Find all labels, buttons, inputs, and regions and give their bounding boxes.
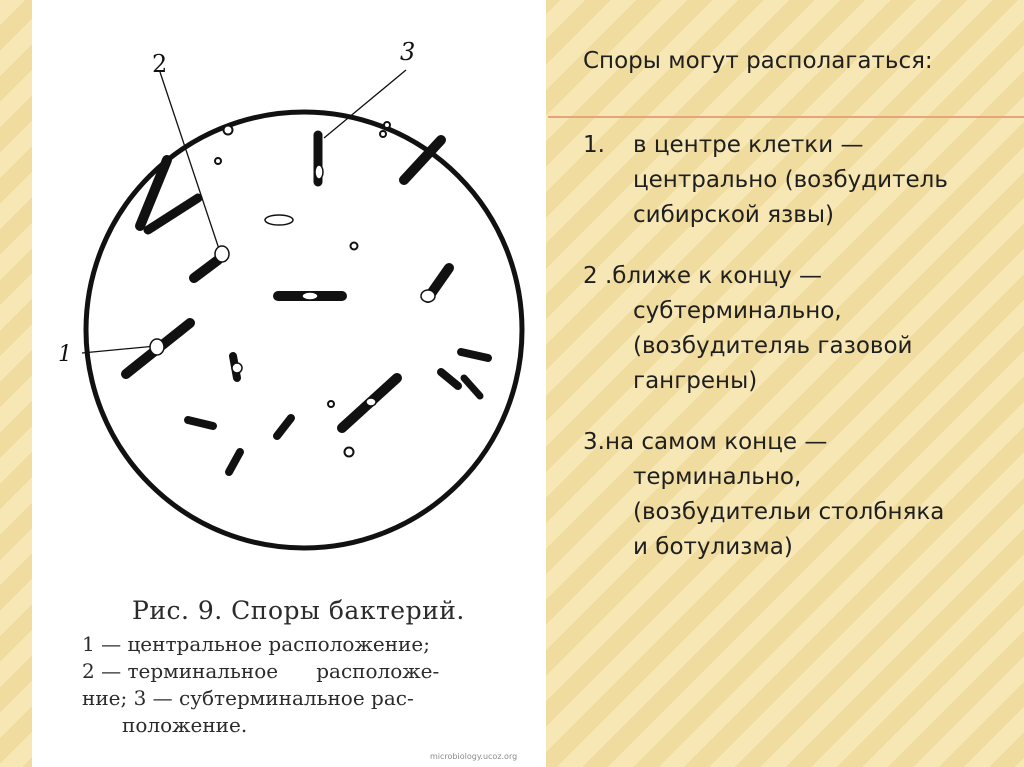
- item-line: субтерминально,: [633, 298, 842, 324]
- leader-line-1: [82, 346, 156, 353]
- rod: [277, 418, 291, 436]
- item-line: (возбудителяь газовой: [633, 333, 913, 359]
- item-line: терминально,: [633, 464, 802, 490]
- item-first-line: ближе к концу —: [612, 263, 823, 289]
- free-spore: [351, 243, 358, 250]
- slide-heading: Споры могут располагаться:: [583, 48, 933, 74]
- heading-divider: [548, 116, 1024, 118]
- rod: [229, 452, 240, 472]
- item-line: (возбудительи столбняка: [633, 499, 945, 525]
- figure-panel: [32, 0, 546, 767]
- item-number: 3.: [583, 429, 605, 455]
- text-panel: [583, 40, 1013, 74]
- spore-subterminal: [315, 165, 323, 179]
- spore-central: [150, 339, 164, 355]
- item-number: 1.: [583, 132, 605, 158]
- rod: [194, 260, 218, 278]
- spore-central: [366, 398, 376, 406]
- item-line: сибирской язвы): [633, 202, 834, 228]
- caption-line: ние; 3 — субтерминальное рас-: [82, 686, 414, 710]
- free-spore: [380, 131, 386, 137]
- figure-label-1: 1: [58, 342, 72, 367]
- list-item: [583, 425, 1013, 565]
- caption-line: положение.: [122, 713, 248, 737]
- item-line: гангрены): [633, 368, 758, 394]
- item-line: и ботулизма): [633, 534, 793, 560]
- spore-central: [302, 292, 318, 300]
- item-line: центрально (возбудитель: [633, 167, 948, 193]
- item-number: 2 .: [583, 263, 613, 289]
- source-watermark: microbiology.ucoz.org: [430, 752, 518, 761]
- rod: [148, 198, 198, 230]
- spore-diagram: [32, 0, 546, 600]
- leader-line-3: [324, 70, 406, 138]
- spore-terminal: [421, 290, 435, 302]
- free-spore: [215, 158, 221, 164]
- rod: [188, 420, 213, 426]
- list-item: [583, 128, 1013, 233]
- list-item: [583, 259, 1013, 399]
- field-of-view-circle: [86, 112, 522, 548]
- rod: [441, 372, 458, 386]
- spore-central: [274, 218, 284, 222]
- caption-line: 2 — терминальное расположе-: [82, 659, 440, 683]
- free-spore: [224, 126, 233, 135]
- free-spore: [328, 401, 334, 407]
- figure-label-3: 3: [400, 38, 416, 66]
- item-first-line: в центре клетки —: [633, 132, 864, 158]
- rod: [464, 378, 480, 396]
- caption-line: 1 — центральное расположение;: [82, 632, 430, 656]
- free-spore: [345, 448, 354, 457]
- free-spore: [384, 122, 390, 128]
- figure-label-2: 2: [152, 50, 168, 78]
- spore-position-list: [583, 128, 1013, 591]
- item-first-line: на самом конце —: [604, 429, 828, 455]
- caption-title: Рис. 9. Споры бактерий.: [132, 596, 465, 625]
- figure-caption: [82, 596, 532, 739]
- spore-terminal: [215, 246, 229, 262]
- spore-central: [232, 363, 242, 373]
- rod: [461, 352, 488, 358]
